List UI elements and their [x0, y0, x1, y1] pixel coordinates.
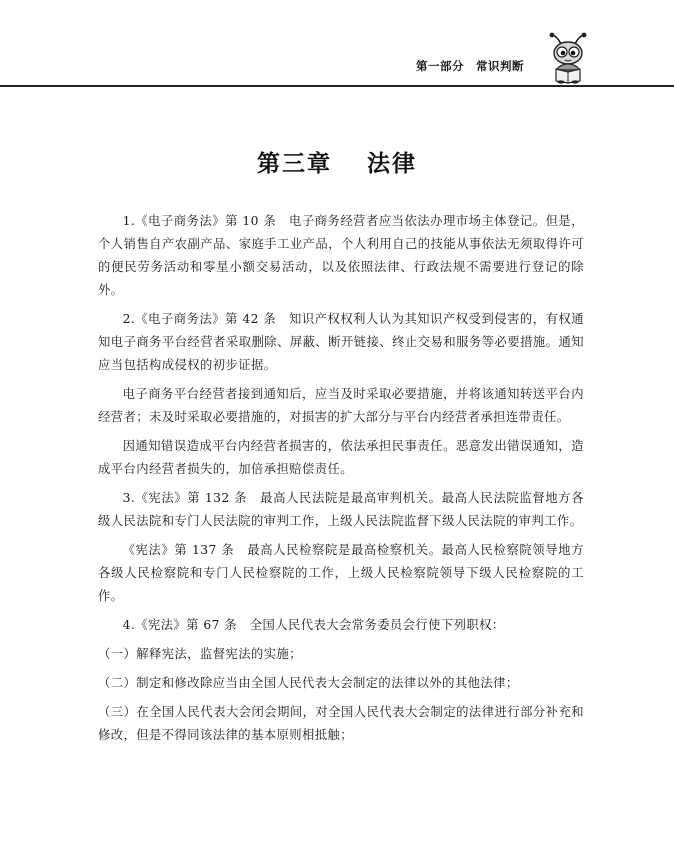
paragraph-2: 2.《电子商务法》第 42 条 知识产权权利人认为其知识产权受到侵害的，有权通知电子商务平台经营者采取删除、屏蔽、断开链接、终止交易和服务等必要措施。通知应当包括构成侵权的初步证据。 — [98, 312, 584, 372]
article-body — [98, 210, 584, 753]
list-item-1: （一）解释宪法，监督宪法的实施； — [98, 647, 302, 661]
header-divider — [0, 85, 674, 87]
paragraph-4: 因通知错误造成平台内经营者损害的，依法承担民事责任。恶意发出错误通知，造成平台内经营者损失的，加倍承担赔偿责任。 — [98, 439, 584, 476]
section-title: 第一部分 常识判断 — [416, 59, 524, 73]
list-item-2: （二）制定和修改除应当由全国人民代表大会制定的法律以外的其他法律； — [98, 676, 519, 690]
bee-reading-mascot-icon — [546, 32, 590, 84]
paragraph-3: 电子商务平台经营者接到通知后，应当及时采取必要措施，并将该通知转送平台内经营者；未及时采取必要措施的，对损害的扩大部分与平台内经营者承担连带责任。 — [98, 387, 584, 424]
paragraph-6: 《宪法》第 137 条 最高人民检察院是最高检察机关。最高人民检察院领导地方各级人民检察院和专门人民检察院的工作，上级人民检察院领导下级人民检察院的工作。 — [98, 543, 584, 603]
paragraph-5: 3.《宪法》第 132 条 最高人民法院是最高审判机关。最高人民法院监督地方各级人民法院和专门人民法院的审判工作，上级人民法院监督下级人民法院的审判工作。 — [98, 491, 584, 528]
list-item-3: （三）在全国人民代表大会闭会期间，对全国人民代表大会制定的法律进行部分补充和修改，但是不得同该法律的基本原则相抵触； — [98, 705, 584, 742]
chapter-title: 第三章 法律 — [256, 151, 417, 177]
paragraph-1: 1.《电子商务法》第 10 条 电子商务经营者应当依法办理市场主体登记。但是，个人销售自产农副产品、家庭手工业产品，个人利用自己的技能从事依法无须取得许可的便民劳务活动和零星小额交易活动，以及依照法律、行政法规不需要进行登记的除外。 — [98, 214, 584, 297]
page-header — [0, 0, 674, 86]
paragraph-7: 4.《宪法》第 67 条 全国人民代表大会常务委员会行使下列职权： — [122, 618, 505, 632]
